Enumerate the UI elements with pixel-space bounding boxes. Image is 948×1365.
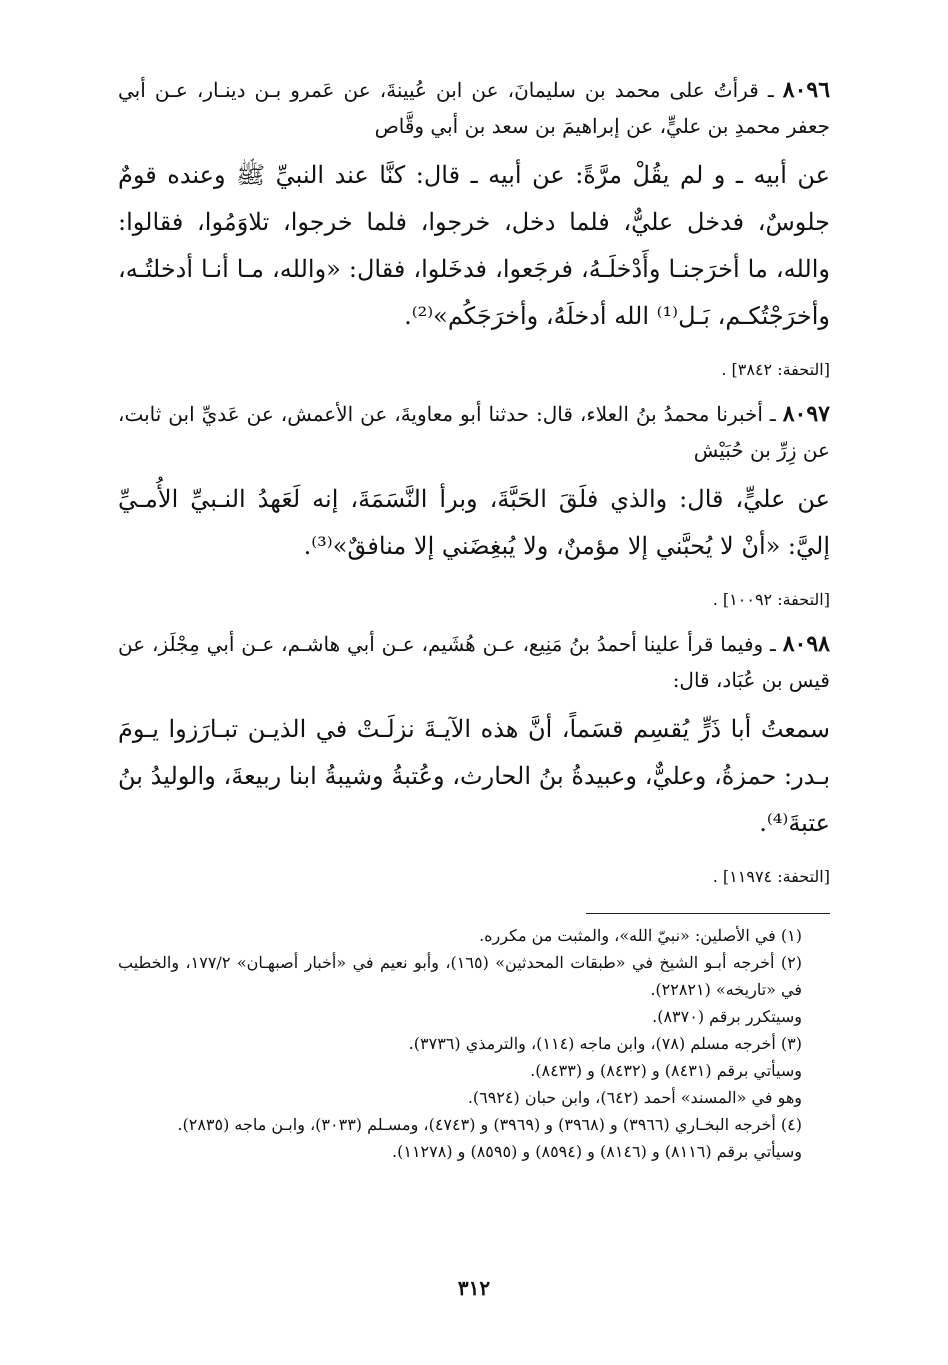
hadith-entry-8097 [118,396,830,612]
hadith-number: ٨٠٩٦ [782,77,831,103]
isnad-text: ـ أخبرنا محمدُ بنُ العلاء، قال: حدثنا أبو معاويةَ، عن الأعمش، عن عَديِّ ابن ثابت، عن زِرِّ بن حُبَيْش [118,402,830,462]
page-number: ٣١٢ [457,1276,491,1300]
footnote: (٤) أخرجه البخـاري (٣٩٦٦) و (٣٩٦٨) و (٣٩٦٩) و (٤٧٤٣)، ومسـلم (٣٠٣٣)، وابـن ماجه (٢٨٣٥). [177,1115,802,1134]
hadith-isnad [118,626,830,698]
footnote: (١) في الأصلين: «نبيّ الله»، والمثبت من مكرره. [479,926,802,945]
footnote: (٢) أخرجه أبـو الشيخ في «طبقات المحدثين» (١٦٥)، وأبو نعيم في «أخبار أصبهـان» ١٧٧/٢، والخطيب في «تاريخه» (٢٢٨٢١). [118,953,803,999]
isnad-text: ـ قرأتُ على محمد بن سليمانَ، عن ابن عُيينةَ، عن عَمرو بـن دينـار، عـن أبي جعفر محمدِ بن عليٍّ، عن إبراهيمَ بن سعد بن أبي وقَّاص [118,78,830,138]
footnote-separator [586,913,830,914]
footnote: وهو في «المسند» أحمد (٦٤٢)، وابن حبان (٦٩٢٤). [467,1088,802,1107]
hadith-matn: سمعتُ أبا ذَرٍّ يُقسِم قسَماً، أنَّ هذه الآيـةَ نزلَـتْ في الذيـن تبـارَزوا يـومَ بـدر: حمزةُ، وعليٌّ، وعبيدةُ بنُ الحارث، وعُتبةُ وشيبةُ ابنا ربيعةَ، والوليدُ بنُ عتبةَ⁽⁴⁾. [118,715,830,837]
hadith-number: ٨٠٩٧ [782,401,830,427]
tuhfa-reference: [التحفة: ١٠٠٩٢] . [712,590,830,609]
footnotes [118,922,830,1165]
footnote: (٣) أخرجه مسلم (٧٨)، وابن ماجه (١١٤)، والترمذي (٣٧٣٦). [408,1034,802,1053]
hadith-matn: عن عليٍّ، قال: والذي فلَقَ الحَبَّةَ، وبرأ النَّسَمَةَ، إنه لَعَهدُ النـبيِّ الأُمـيِّ إليَّ: «أنْ لا يُحبَّني إلا مؤمنٌ، ولا يُبغِضَني إلا منافقٌ»⁽³⁾. [118,485,830,560]
tuhfa-reference: [التحفة: ٣٨٤٢] . [721,360,830,379]
hadith-number: ٨٠٩٨ [782,631,830,657]
hadith-isnad [118,72,830,144]
hadith-entry-8098 [118,626,830,889]
hadith-entry-8096 [118,72,830,382]
isnad-text: ـ وفيما قرأ علينا أحمدُ بنُ مَنِيع، عـن هُشَيم، عـن أبي هاشـم، عـن أبي مِجْلَز، عن قيس بن عُبَاد، قال: [118,632,830,692]
footnote: وسيأتي برقم (٨١١٦) و (٨١٤٦) و (٨٥٩٤) و (٨٥٩٥) و (١١٢٧٨). [392,1142,802,1161]
footnote: وسيتكرر برقم (٨٣٧٠). [652,1007,802,1026]
hadith-matn: عن أبيه ـ و لم يقُلْ مرَّةً: عن أبيه ـ قال: كنَّا عند النبيِّ ﷺ وعنده قومٌ جلوسٌ، فدخل عليٌّ، فلما دخل، خرجوا، فلما خرجوا، تلاوَمُوا، فقالوا: والله، ما أخرَجنـا وأَدْخلَـهُ، فرجَعوا، فدخَلوا، فقال: «والله، مـا أنـا أدخلتُـه، وأخرَجْتُكـم، بَـل⁽¹⁾ الله أدخلَهُ، وأخرَجَكُم»⁽²⁾. [118,161,830,330]
hadith-isnad [118,396,830,468]
footnote: وسيأتي برقم (٨٤٣١) و (٨٤٣٢) و (٨٤٣٣). [530,1061,802,1080]
tuhfa-reference: [التحفة: ١١٩٧٤] . [712,867,830,886]
